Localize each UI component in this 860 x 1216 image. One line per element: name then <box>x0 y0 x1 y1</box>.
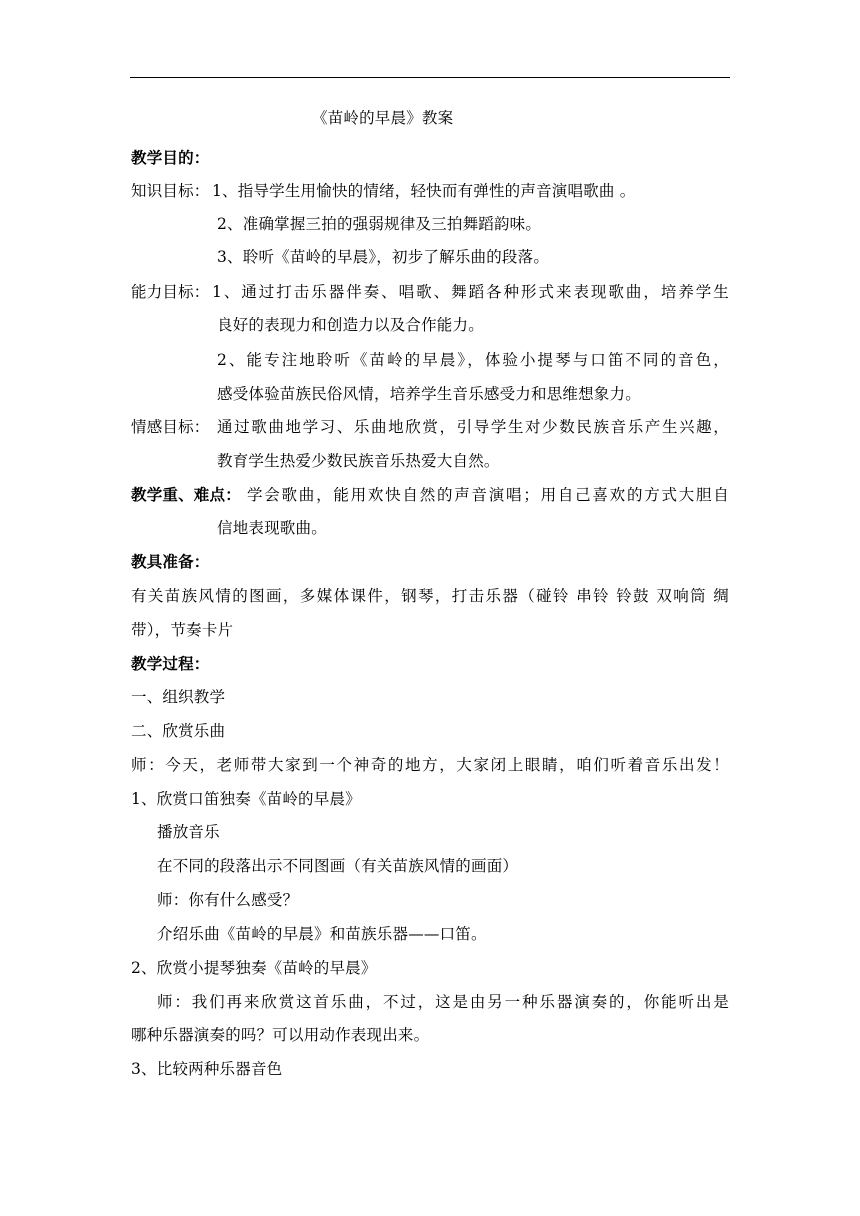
process-line-3: 师：今天，老师带大家到一个神奇的地方，大家闭上眼睛，咱们听着音乐出发！ <box>131 756 729 774</box>
knowledge-label: 知识目标： <box>131 182 210 200</box>
tools-line-1: 有关苗族风情的图画，多媒体课件，钢琴，打击乐器（碰铃 串铃 铃鼓 双响筒 绸 <box>131 587 729 605</box>
key-points-line-1: 学会歌曲，能用欢快自然的声音演唱；用自己喜欢的方式大胆自 <box>247 486 729 504</box>
process-line-9: 2、欣赏小提琴独奏《苗岭的早晨》 <box>131 959 377 977</box>
ability-item-1-line-2: 良好的表现力和创造力以及合作能力。 <box>217 316 484 334</box>
ability-item-2-line-2: 感受体验苗族民俗风情，培养学生音乐感受力和思维想象力。 <box>217 385 641 403</box>
key-points-line-2: 信地表现歌曲。 <box>217 519 327 537</box>
process-line-12: 3、比较两种乐器音色 <box>131 1060 283 1078</box>
tools-line-2: 带），节奏卡片 <box>131 621 234 639</box>
knowledge-item-2: 2、准确掌握三拍的强弱规律及三拍舞蹈韵味。 <box>217 215 542 233</box>
process-heading: 教学过程： <box>131 655 210 673</box>
emotion-line-1: 通过歌曲地学习、乐曲地欣赏，引导学生对少数民族音乐产生兴趣， <box>217 418 729 436</box>
ability-label: 能力目标： <box>131 283 210 301</box>
tools-heading: 教具准备： <box>131 553 210 571</box>
process-line-8: 介绍乐曲《苗岭的早晨》和苗族乐器——口笛。 <box>157 925 487 943</box>
knowledge-item-1: 1、指导学生用愉快的情绪，轻快而有弹性的声音演唱歌曲 。 <box>212 182 636 200</box>
emotion-line-2: 教育学生热爱少数民族音乐热爱大自然。 <box>217 452 500 470</box>
knowledge-item-3: 3、聆听《苗岭的早晨》，初步了解乐曲的段落。 <box>217 248 550 266</box>
process-line-11: 哪种乐器演奏的吗？可以用动作表现出来。 <box>131 1026 430 1044</box>
process-line-1: 一、组织教学 <box>131 688 226 706</box>
key-points-label: 教学重、难点： <box>131 486 241 504</box>
process-line-2: 二、欣赏乐曲 <box>131 722 226 740</box>
process-line-6: 在不同的段落出示不同图画（有关苗族风情的画面） <box>157 857 519 875</box>
emotion-label: 情感目标： <box>131 418 210 436</box>
process-line-10: 师：我们再来欣赏这首乐曲，不过，这是由另一种乐器演奏的，你能听出是 <box>157 993 729 1011</box>
process-line-4: 1、欣赏口笛独奏《苗岭的早晨》 <box>131 790 361 808</box>
header-rule <box>130 77 730 78</box>
process-line-5: 播放音乐 <box>157 823 220 841</box>
process-line-7: 师：你有什么感受？ <box>157 891 299 909</box>
ability-item-1-line-1: 1、通过打击乐器伴奏、唱歌、舞蹈各种形式来表现歌曲，培养学生 <box>212 283 729 301</box>
document-title: 《苗岭的早晨》教案 <box>312 109 454 127</box>
objectives-heading: 教学目的： <box>131 149 210 167</box>
ability-item-2-line-1: 2、能专注地聆听《苗岭的早晨》，体验小提琴与口笛不同的音色， <box>217 351 729 369</box>
